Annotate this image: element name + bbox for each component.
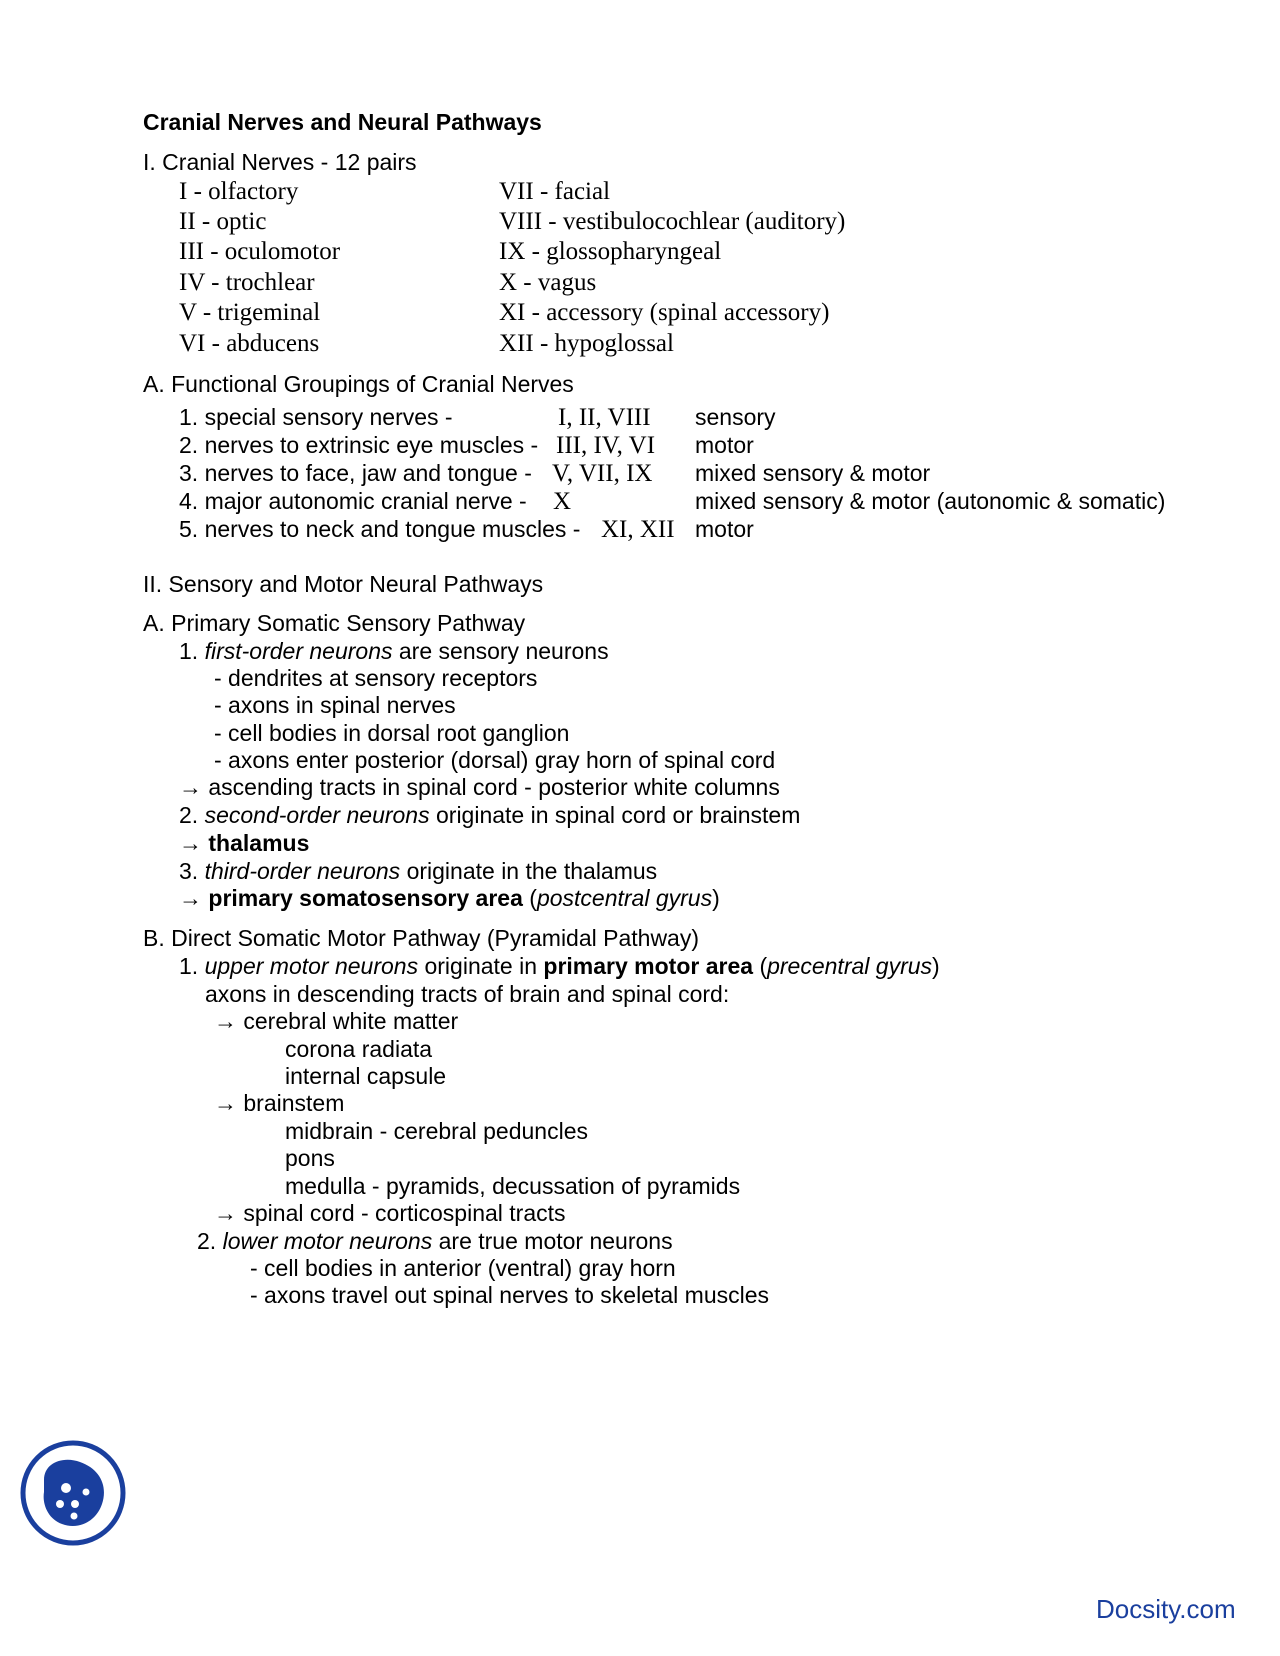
arrow-line xyxy=(214,1092,344,1115)
step-number: 2. xyxy=(197,1228,217,1254)
step-number: 1. xyxy=(179,953,199,979)
arrow-text: primary somatosensory area xyxy=(208,885,523,911)
arrow-text: brainstem xyxy=(243,1090,345,1116)
step-text: originate in xyxy=(424,953,538,979)
docsity-brand-link[interactable]: Docsity.com xyxy=(1096,1594,1236,1624)
arrow-icon: → xyxy=(214,1008,237,1034)
sensory-step-2 xyxy=(179,804,800,827)
arrow-line xyxy=(214,1010,458,1033)
nerve-list-item: V - trigeminal xyxy=(179,299,321,326)
term-emphasis: precentral gyrus xyxy=(767,953,933,979)
nerve-list-item: II - optic xyxy=(179,208,267,235)
paren-close: ) xyxy=(712,885,720,911)
term-emphasis: upper motor neurons xyxy=(204,953,419,979)
sub-item: medulla - pyramids, decussation of pyramids xyxy=(285,1173,741,1199)
paren-close: ) xyxy=(932,953,940,979)
subsection-heading: A. Primary Somatic Sensory Pathway xyxy=(143,610,526,636)
sub-item: internal capsule xyxy=(285,1063,447,1089)
arrow-line xyxy=(214,1202,566,1225)
sensory-step-1 xyxy=(179,640,609,663)
arrow-line xyxy=(179,776,780,799)
term-emphasis: lower motor neurons xyxy=(222,1228,433,1254)
bullet-item: - axons enter posterior (dorsal) gray horn of spinal cord xyxy=(214,747,776,773)
grouping-label: 1. special sensory nerves - xyxy=(179,404,453,430)
nerve-list-item: III - oculomotor xyxy=(179,238,341,265)
term-emphasis: first-order neurons xyxy=(204,638,393,664)
term-emphasis: postcentral gyrus xyxy=(536,885,713,911)
arrow-icon: → xyxy=(179,885,202,911)
motor-step-1 xyxy=(179,955,940,978)
arrow-icon: → xyxy=(179,774,202,800)
bullet-item: - cell bodies in anterior (ventral) gray horn xyxy=(250,1255,676,1281)
nerve-list-item: VII - facial xyxy=(499,178,611,205)
nerve-list-item: X - vagus xyxy=(499,269,597,296)
arrow-text: spinal cord - corticospinal tracts xyxy=(243,1200,566,1226)
arrow-text: cerebral white matter xyxy=(243,1008,459,1034)
bullet-item: - dendrites at sensory receptors xyxy=(214,665,538,691)
nerve-list-item: VIII - vestibulocochlear (auditory) xyxy=(499,208,846,235)
section-heading: II. Sensory and Motor Neural Pathways xyxy=(143,571,544,597)
grouping-nerves: I, II, VIII xyxy=(558,404,651,431)
grouping-type: mixed sensory & motor (autonomic & somatic) xyxy=(695,488,1166,514)
sub-item: pons xyxy=(285,1145,335,1171)
grouping-label: 5. nerves to neck and tongue muscles - xyxy=(179,516,581,542)
nerve-list-item: XI - accessory (spinal accessory) xyxy=(499,299,830,326)
nerve-list-item: IV - trochlear xyxy=(179,269,315,296)
step-text: originate in spinal cord or brainstem xyxy=(436,802,801,828)
term-bold: primary motor area xyxy=(543,953,754,979)
sensory-step-3 xyxy=(179,860,657,883)
term-emphasis: second-order neurons xyxy=(204,802,430,828)
section-heading: I. Cranial Nerves - 12 pairs xyxy=(143,149,417,175)
grouping-nerves: XI, XII xyxy=(601,516,675,543)
arrow-text: ascending tracts in spinal cord - posterior white columns xyxy=(208,774,780,800)
grouping-nerves: III, IV, VI xyxy=(556,432,656,459)
nerve-list-item: IX - glossopharyngeal xyxy=(499,238,722,265)
page-title: Cranial Nerves and Neural Pathways xyxy=(143,109,542,135)
arrow-line xyxy=(179,832,309,855)
subsection-heading: B. Direct Somatic Motor Pathway (Pyramidal Pathway) xyxy=(143,925,700,951)
bullet-item: - cell bodies in dorsal root ganglion xyxy=(214,720,570,746)
grouping-type: sensory xyxy=(695,404,776,430)
motor-step-2 xyxy=(197,1230,673,1253)
arrow-line xyxy=(179,887,720,910)
grouping-type: motor xyxy=(695,516,754,542)
arrow-icon: → xyxy=(179,830,202,856)
docsity-logo-icon[interactable] xyxy=(20,1440,126,1546)
grouping-label: 4. major autonomic cranial nerve - xyxy=(179,488,527,514)
paren-open: ( xyxy=(759,953,768,979)
subsection-heading: A. Functional Groupings of Cranial Nerves xyxy=(143,371,574,397)
bullet-item: - axons in spinal nerves xyxy=(214,692,456,718)
grouping-type: motor xyxy=(695,432,754,458)
nerve-list-item: I - olfactory xyxy=(179,178,299,205)
term-emphasis: third-order neurons xyxy=(204,858,401,884)
step-text: originate in the thalamus xyxy=(406,858,658,884)
grouping-label: 2. nerves to extrinsic eye muscles - xyxy=(179,432,539,458)
step-text: are true motor neurons xyxy=(438,1228,673,1254)
motor-text: axons in descending tracts of brain and spinal cord: xyxy=(205,981,730,1007)
paren-open: ( xyxy=(529,885,537,911)
grouping-nerves: X xyxy=(553,488,572,515)
grouping-nerves: V, VII, IX xyxy=(552,460,653,487)
step-number: 1. xyxy=(179,638,199,664)
bullet-item: - axons travel out spinal nerves to skeletal muscles xyxy=(250,1282,770,1308)
arrow-icon: → xyxy=(214,1200,237,1226)
arrow-icon: → xyxy=(214,1090,237,1116)
step-text: are sensory neurons xyxy=(398,638,609,664)
sub-item: corona radiata xyxy=(285,1036,433,1062)
step-number: 2. xyxy=(179,802,199,828)
arrow-text: thalamus xyxy=(208,830,310,856)
sub-item: midbrain - cerebral peduncles xyxy=(285,1118,588,1144)
grouping-type: mixed sensory & motor xyxy=(695,460,931,486)
step-number: 3. xyxy=(179,858,199,884)
nerve-list-item: XII - hypoglossal xyxy=(499,330,674,357)
nerve-list-item: VI - abducens xyxy=(179,330,320,357)
grouping-label: 3. nerves to face, jaw and tongue - xyxy=(179,460,532,486)
